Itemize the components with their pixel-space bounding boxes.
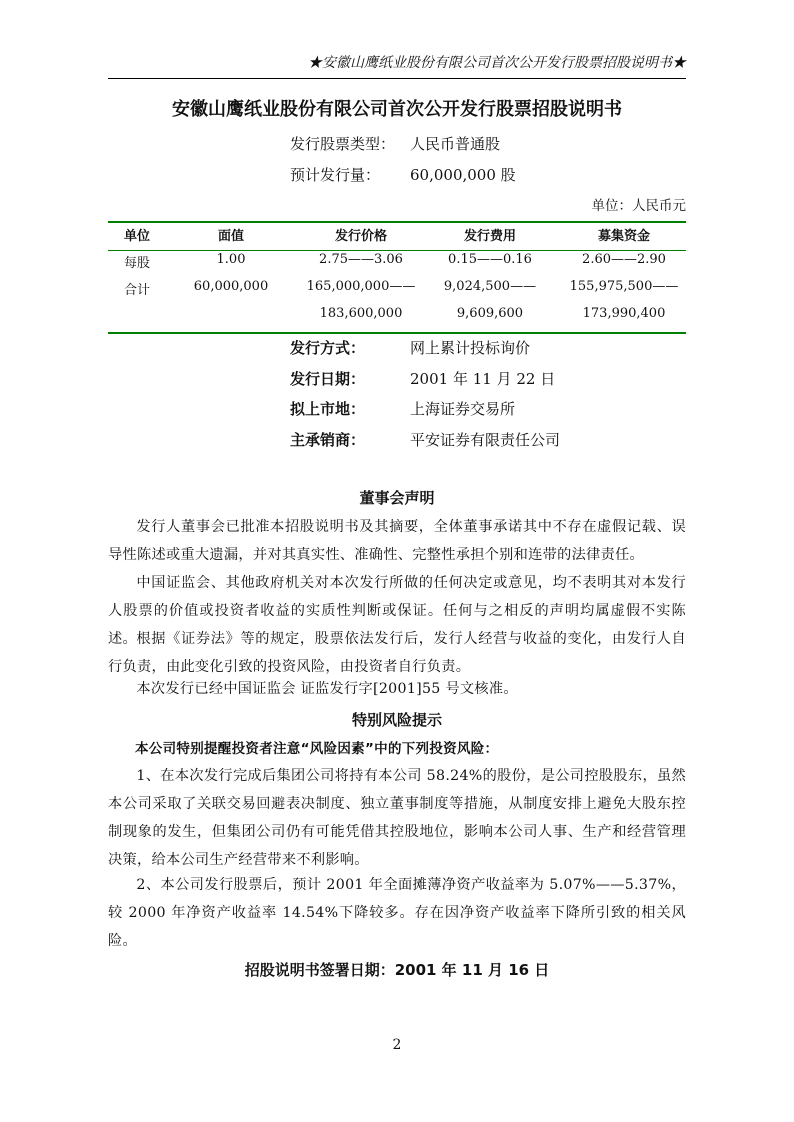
table-top-rule	[108, 221, 686, 223]
table-cell: 每股	[123, 256, 150, 271]
risk-notice-heading: 特别风险提示	[351, 711, 442, 729]
table-cell: 155,975,500——	[569, 279, 679, 294]
issue-date-value: 2001 年 11 月 22 日	[410, 370, 556, 388]
table-cell: 9,024,500——	[443, 279, 537, 294]
stock-type-value: 人民币普通股	[410, 135, 501, 153]
table-cell: 2.75——3.06	[319, 252, 403, 267]
issue-volume-label: 预计发行量：	[290, 166, 381, 184]
table-cell: 1.00	[216, 252, 246, 267]
risk-item: 1、在本次发行完成后集团公司将持有本公司 58.24%的股份，是公司控股股东，虽然本公司采取了关联交易回避表决制度、独立董事制度等措施，从制度安排上避免大股东控制现象的发生，但集团公司仍有可能凭借其控股地位，影响本公司人事、生产和经营管理决策，给本公司生产经营带来不利影响。	[108, 768, 686, 868]
lead-underwriter-value: 平安证券有限责任公司	[410, 431, 561, 449]
issue-method-label: 发行方式：	[290, 339, 366, 357]
unit-note: 单位：人民币元	[591, 198, 686, 214]
risk-item: 2、本公司发行股票后，预计 2001 年全面摊薄净资产收益率为 5.07%——5.37%，较 2000 年净资产收益率 14.54%下降较多。存在因净资产收益率下降所引致的相关风险。	[108, 877, 686, 949]
running-header: ★安徽山鹰纸业股份有限公司首次公开发行股票招股说明书★	[308, 55, 686, 71]
table-header: 发行价格	[334, 229, 387, 244]
table-cell: 9,609,600	[456, 306, 524, 321]
issue-date-label: 发行日期：	[290, 370, 366, 388]
header-divider	[108, 78, 686, 79]
table-cell: 合计	[123, 283, 150, 298]
table-bottom-rule	[108, 332, 686, 334]
board-paragraph: 根据《证券法》等的规定，股票依法发行后，发行人经营与收益的变化，由发行人自行负责，由此变化引致的投资风险，由投资者自行负责。	[108, 631, 686, 675]
table-cell: 2.60——2.90	[582, 252, 666, 267]
board-statement-heading: 董事会声明	[359, 489, 435, 507]
table-cell: 173,990,400	[582, 306, 666, 321]
table-cell: 165,000,000——	[306, 279, 416, 294]
issue-volume-value: 60,000,000 股	[410, 166, 516, 184]
table-cell: 183,600,000	[319, 306, 403, 321]
listing-venue-label: 拟上市地：	[290, 400, 366, 418]
table-header: 面值	[217, 229, 244, 244]
page-number: 2	[392, 1037, 402, 1053]
document-title: 安徽山鹰纸业股份有限公司首次公开发行股票招股说明书	[172, 99, 622, 120]
table-header: 单位	[123, 229, 150, 244]
table-header: 募集资金	[597, 229, 650, 244]
board-paragraph: 中国证监会、其他政府机关对本次发行所做的任何决定或意见，均不表明其对本发行人股票的价值或投资者收益的实质性判断或保证。任何与之相反的声明均属虚假不实陈述。	[108, 575, 686, 647]
signing-date: 招股说明书签署日期：2001 年 11 月 16 日	[244, 961, 550, 979]
issue-method-value: 网上累计投标询价	[410, 339, 531, 357]
board-paragraph: 发行人董事会已批准本招股说明书及其摘要，全体董事承诺其中不存在虚假记载、误导性陈述或重大遗漏，并对其真实性、准确性、完整性承担个别和连带的法律责任。	[108, 519, 686, 563]
listing-venue-value: 上海证券交易所	[410, 400, 516, 418]
table-cell: 60,000,000	[193, 279, 269, 294]
board-paragraph: 本次发行已经中国证监会 证监发行字[2001]55 号文核准。	[136, 681, 518, 697]
risk-intro: 本公司特别提醒投资者注意“风险因素”中的下列投资风险：	[135, 741, 499, 757]
lead-underwriter-label: 主承销商：	[290, 431, 366, 449]
table-cell: 0.15——0.16	[448, 252, 532, 267]
stock-type-label: 发行股票类型：	[290, 135, 396, 153]
table-header-rule	[108, 250, 686, 251]
table-header: 发行费用	[463, 229, 516, 244]
